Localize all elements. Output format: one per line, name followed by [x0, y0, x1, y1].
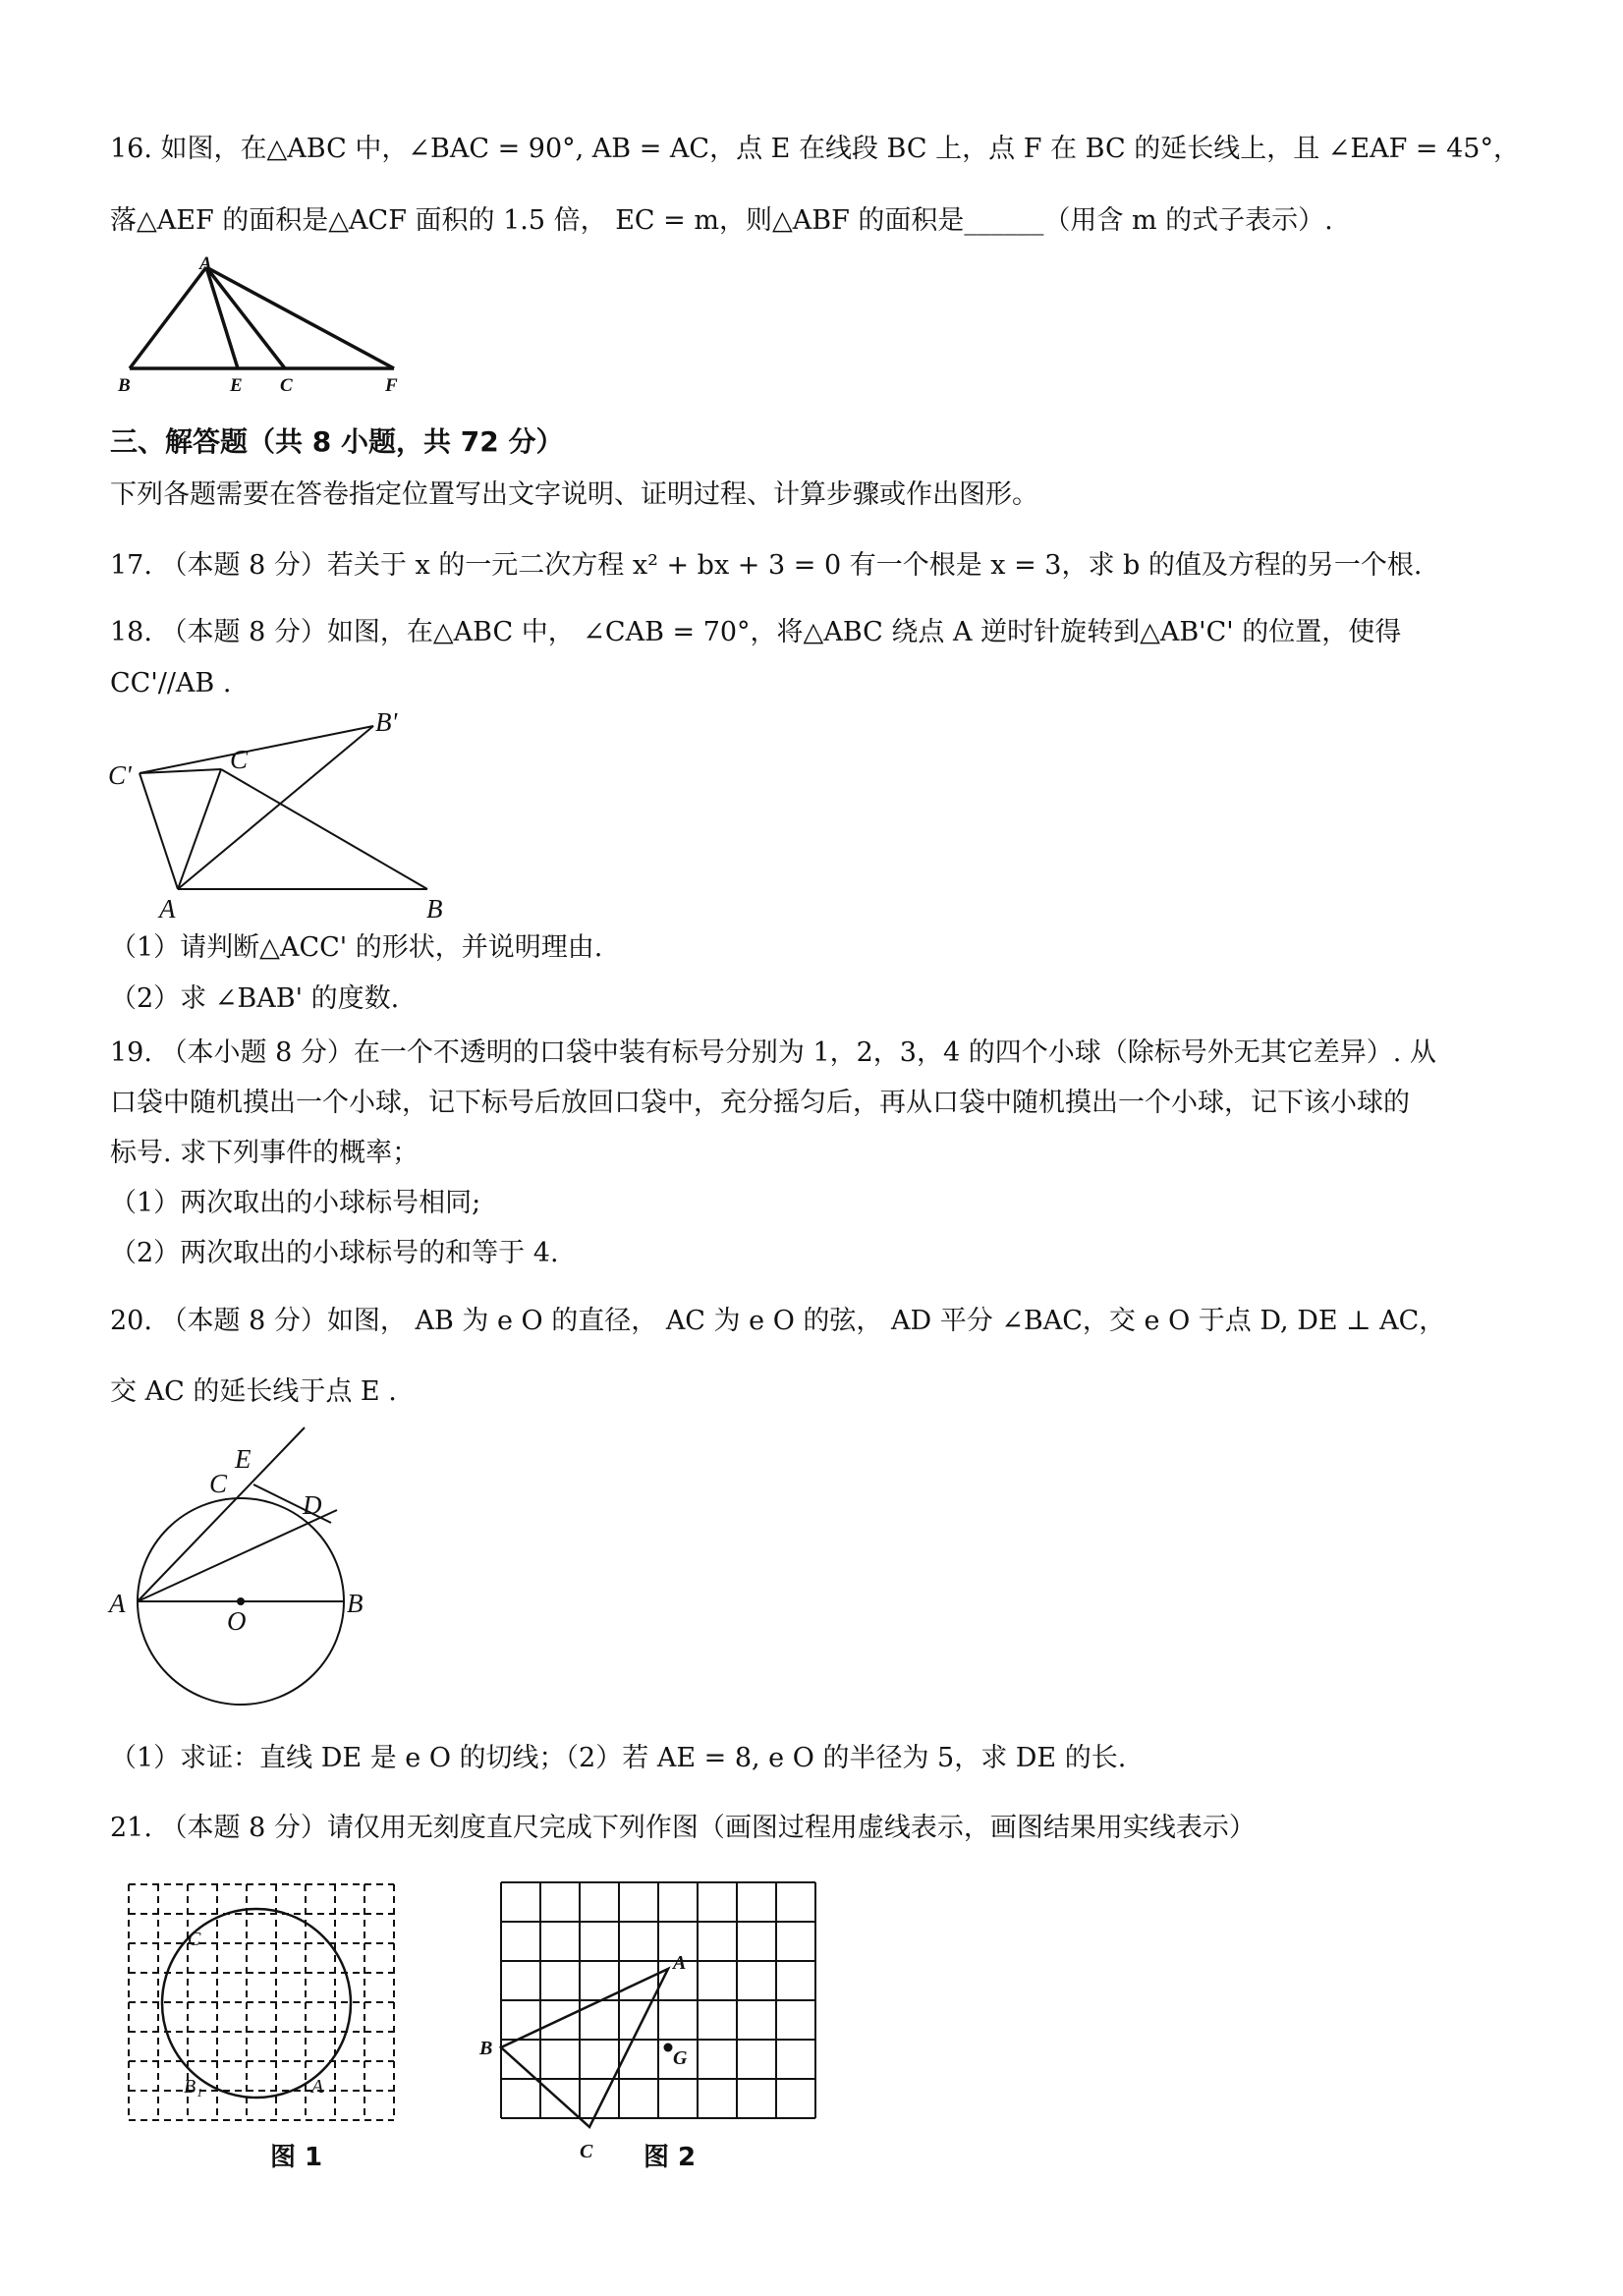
q17-text: 17. （本题 8 分）若关于 x 的一元二次方程 x² + bx + 3 = 0 有一个根是 x = 3，求 b 的值及方程的另一个根.: [110, 550, 1423, 581]
q19-part1: （1）两次取出的小球标号相同;: [110, 1188, 481, 1218]
q21-fig2: [472, 1875, 845, 2172]
q16-line1: 16. 如图，在△ABC 中，∠BAC = 90°, AB = AC，点 E 在线段 BC 上，点 F 在 BC 的延长线上，且 ∠EAF = 45°，: [110, 134, 1520, 164]
q16-line2: 落△AEF 的面积是△ACF 面积的 1.5 倍， EC = m，则△ABF 的面积是______（用含 m 的式子表示）.: [110, 205, 1333, 236]
q20-label-d: D: [303, 1490, 322, 1520]
q21-fig1-label-c: C: [188, 1929, 201, 1950]
q20-line-ae: [138, 1428, 305, 1601]
q18-line-cp-bp: [140, 726, 373, 773]
q18-label-b: B: [426, 894, 443, 924]
q20-parts: （1）求证：直线 DE 是 e O 的切线；（2）若 AE = 8, e O 的半径为 5，求 DE 的长.: [110, 1743, 1127, 1773]
q21-fig2-caption: 图 2: [644, 2143, 697, 2172]
q16-label-e: E: [230, 375, 243, 396]
q19-line1: 19. （本小题 8 分）在一个不透明的口袋中装有标号分别为 1，2，3，4 的四个小球（除标号外无其它差异）. 从: [110, 1037, 1436, 1068]
q18-line-cp-a: [140, 773, 178, 889]
q20-line1: 20. （本题 8 分）如图， AB 为 e O 的直径， AC 为 e O 的弦， AD 平分 ∠BAC，交 e O 于点 D, DE ⊥ AC，: [110, 1306, 1446, 1336]
q18-line-c-b: [221, 769, 427, 889]
q18-label-c: C: [230, 745, 249, 774]
q21-fig2-triangle: [501, 1969, 668, 2127]
q21-fig1-label-a: A: [311, 2076, 324, 2098]
q20-label-c: C: [209, 1469, 228, 1498]
section3-instruction: 下列各题需要在答卷指定位置写出文字说明、证明过程、计算步骤或作出图形。: [110, 479, 1038, 510]
q21-text: 21. （本题 8 分）请仅用无刻度直尺完成下列作图（画图过程用虚线表示，画图结果用实线表示）: [110, 1813, 1256, 1843]
q20-line-ad: [138, 1510, 337, 1601]
q21-fig2-point-g: [664, 2044, 673, 2052]
q20-label-o: O: [227, 1606, 247, 1636]
q21-fig1: [123, 1875, 418, 2172]
q21-fig2-label-b: B: [479, 2038, 493, 2059]
q18-part2: （2）求 ∠BAB' 的度数.: [110, 983, 400, 1014]
q18-line1: 18. （本题 8 分）如图，在△ABC 中， ∠CAB = 70°，将△ABC 绕点 A 逆时针旋转到△AB'C' 的位置，使得: [110, 617, 1402, 647]
q18-label-cp: C': [108, 760, 132, 790]
q20-figure: [103, 1420, 398, 1714]
q18-label-bp: B': [375, 707, 398, 737]
q21-fig2-label-g: G: [673, 2047, 688, 2069]
q20-label-e: E: [235, 1444, 252, 1474]
q16-label-f: F: [385, 375, 398, 396]
q21-fig2-label-c: C: [580, 2141, 593, 2162]
q18-part1: （1）请判断△ACC' 的形状，并说明理由.: [110, 932, 603, 963]
q18-figure: [108, 707, 481, 924]
q21-fig2-label-a: A: [673, 1952, 687, 1974]
q18-line2: CC'//AB .: [110, 668, 232, 699]
q16-label-c: C: [280, 375, 293, 396]
q20-center-dot: [237, 1597, 245, 1605]
q18-label-a: A: [159, 894, 176, 924]
q21-fig1-label-b1: B₁: [184, 2076, 203, 2098]
q21-fig1-caption: 图 1: [270, 2143, 323, 2172]
q16-line-ac: [206, 267, 285, 368]
section3-title: 三、解答题（共 8 小题，共 72 分）: [110, 425, 564, 458]
q20-label-b: B: [347, 1589, 364, 1618]
q20-label-a: A: [109, 1589, 126, 1618]
q20-line2: 交 AC 的延长线于点 E .: [110, 1376, 397, 1407]
q16-figure: [108, 253, 422, 396]
q16-label-b: B: [118, 375, 131, 396]
q16-label-a: A: [199, 253, 212, 274]
q19-part2: （2）两次取出的小球标号的和等于 4.: [110, 1238, 559, 1268]
q19-line3: 标号. 求下列事件的概率；: [110, 1138, 420, 1168]
q16-line-ab: [130, 267, 206, 368]
q19-line2: 口袋中随机摸出一个小球，记下标号后放回口袋中，充分摇匀后，再从口袋中随机摸出一个小球，记下该小球的: [110, 1088, 1410, 1118]
